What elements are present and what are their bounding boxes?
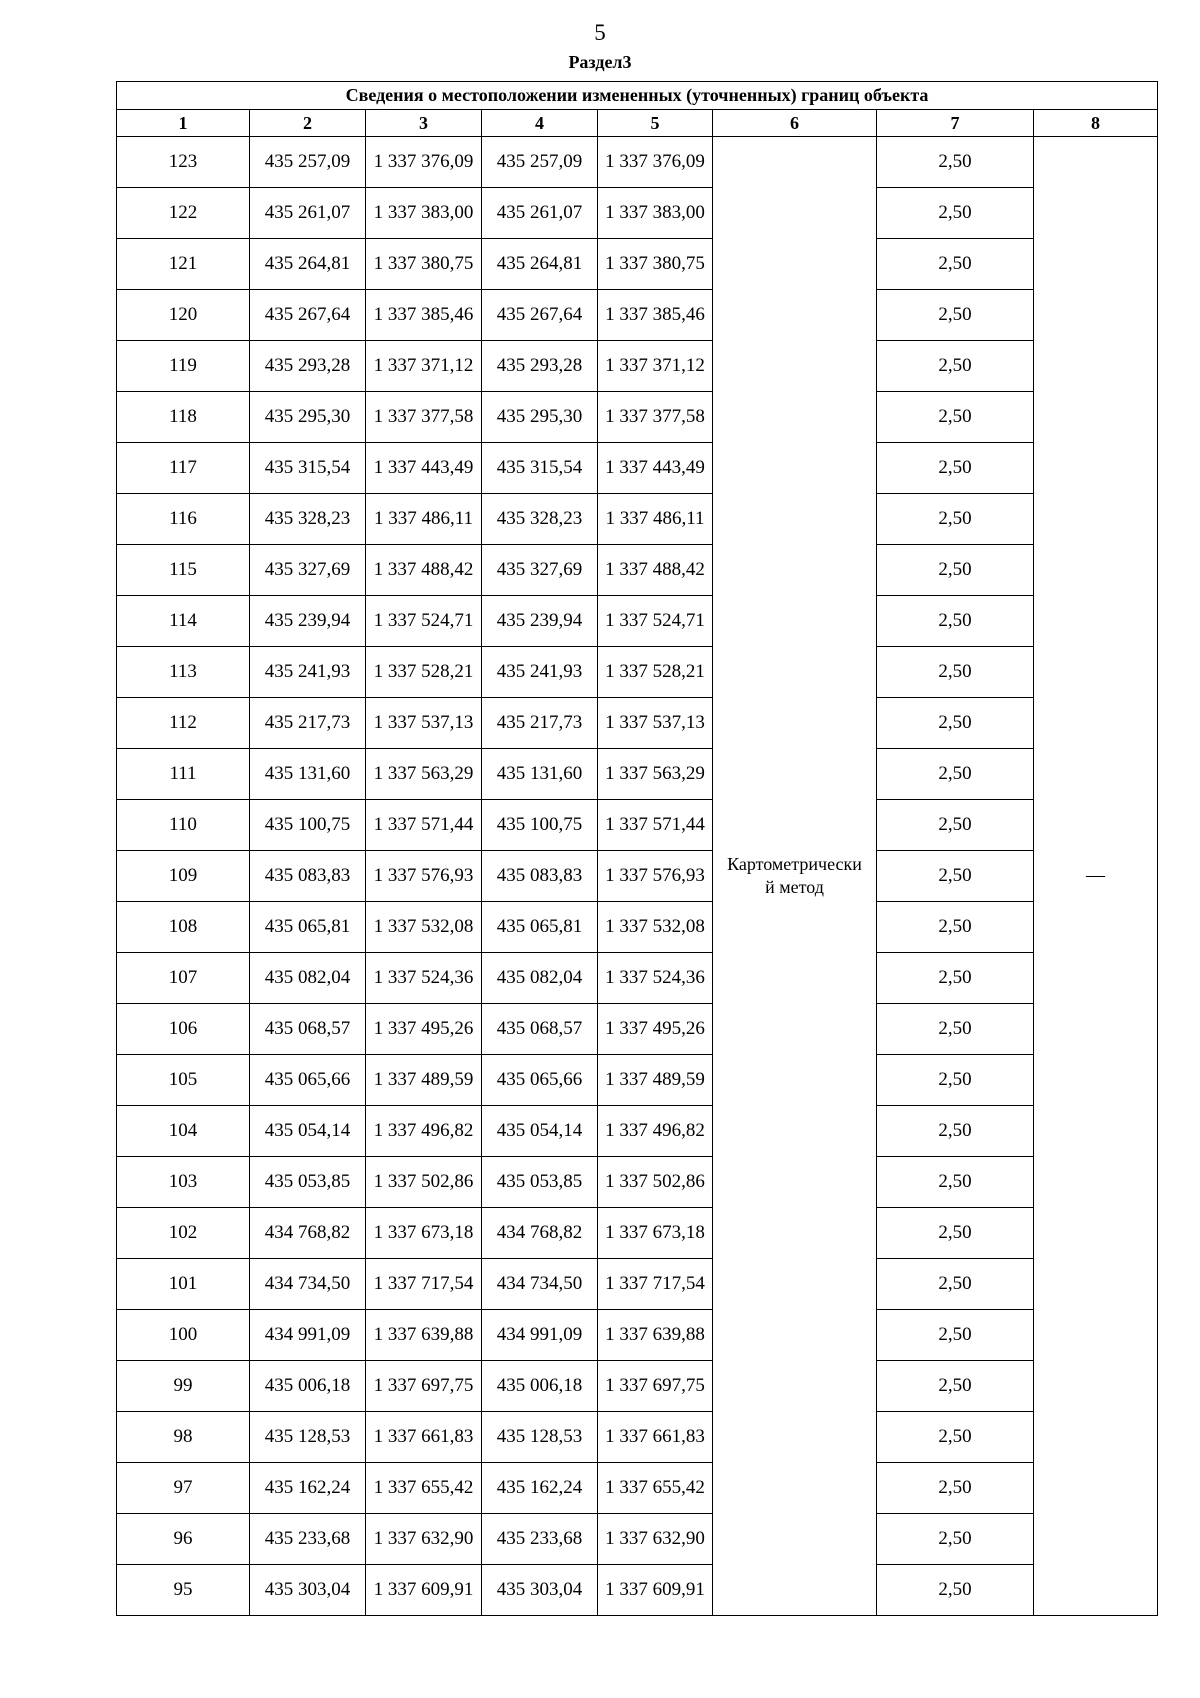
x-new-cell: 435 303,04 [482, 1565, 598, 1616]
x-coord-cell: 435 241,93 [250, 647, 366, 698]
table-row [117, 596, 1158, 647]
accuracy-cell: 2,50 [877, 647, 1034, 698]
y-coord-cell: 1 337 376,09 [366, 137, 482, 188]
x-coord-cell: 435 068,57 [250, 1004, 366, 1055]
accuracy-cell: 2,50 [877, 188, 1034, 239]
table-row [117, 851, 1158, 902]
y-new-cell: 1 337 377,58 [598, 392, 713, 443]
y-new-cell: 1 337 697,75 [598, 1361, 713, 1412]
x-coord-cell: 435 264,81 [250, 239, 366, 290]
accuracy-cell: 2,50 [877, 1055, 1034, 1106]
y-new-cell: 1 337 385,46 [598, 290, 713, 341]
accuracy-cell: 2,50 [877, 953, 1034, 1004]
y-coord-cell: 1 337 661,83 [366, 1412, 482, 1463]
y-coord-cell: 1 337 377,58 [366, 392, 482, 443]
accuracy-cell: 2,50 [877, 1259, 1034, 1310]
accuracy-cell: 2,50 [877, 1514, 1034, 1565]
accuracy-cell: 2,50 [877, 1361, 1034, 1412]
x-coord-cell: 435 082,04 [250, 953, 366, 1004]
accuracy-cell: 2,50 [877, 341, 1034, 392]
x-coord-cell: 435 327,69 [250, 545, 366, 596]
page-number: 5 [594, 20, 606, 45]
y-new-cell: 1 337 524,71 [598, 596, 713, 647]
x-new-cell: 435 065,81 [482, 902, 598, 953]
y-new-cell: 1 337 528,21 [598, 647, 713, 698]
x-coord-cell: 435 065,66 [250, 1055, 366, 1106]
x-coord-cell: 435 267,64 [250, 290, 366, 341]
x-coord-cell: 435 128,53 [250, 1412, 366, 1463]
accuracy-cell: 2,50 [877, 1463, 1034, 1514]
table-row [117, 392, 1158, 443]
table-row [117, 1565, 1158, 1616]
y-coord-cell: 1 337 697,75 [366, 1361, 482, 1412]
x-new-cell: 435 054,14 [482, 1106, 598, 1157]
x-new-cell: 435 082,04 [482, 953, 598, 1004]
y-coord-cell: 1 337 383,00 [366, 188, 482, 239]
y-coord-cell: 1 337 528,21 [366, 647, 482, 698]
y-coord-cell: 1 337 609,91 [366, 1565, 482, 1616]
accuracy-cell: 2,50 [877, 290, 1034, 341]
y-coord-cell: 1 337 673,18 [366, 1208, 482, 1259]
y-new-cell: 1 337 571,44 [598, 800, 713, 851]
accuracy-cell: 2,50 [877, 851, 1034, 902]
y-coord-cell: 1 337 380,75 [366, 239, 482, 290]
table-row [117, 647, 1158, 698]
x-new-cell: 435 295,30 [482, 392, 598, 443]
accuracy-cell: 2,50 [877, 239, 1034, 290]
x-new-cell: 435 217,73 [482, 698, 598, 749]
point-number-cell: 111 [117, 749, 250, 800]
accuracy-cell: 2,50 [877, 749, 1034, 800]
x-new-cell: 435 293,28 [482, 341, 598, 392]
point-number-cell: 108 [117, 902, 250, 953]
table-row [117, 953, 1158, 1004]
y-new-cell: 1 337 495,26 [598, 1004, 713, 1055]
x-coord-cell: 434 768,82 [250, 1208, 366, 1259]
x-coord-cell: 435 257,09 [250, 137, 366, 188]
column-header-row [117, 110, 1158, 137]
x-new-cell: 435 100,75 [482, 800, 598, 851]
x-new-cell: 435 264,81 [482, 239, 598, 290]
y-new-cell: 1 337 488,42 [598, 545, 713, 596]
point-number-cell: 116 [117, 494, 250, 545]
y-new-cell: 1 337 502,86 [598, 1157, 713, 1208]
x-coord-cell: 435 293,28 [250, 341, 366, 392]
x-new-cell: 435 131,60 [482, 749, 598, 800]
x-coord-cell: 435 233,68 [250, 1514, 366, 1565]
y-coord-cell: 1 337 655,42 [366, 1463, 482, 1514]
accuracy-cell: 2,50 [877, 902, 1034, 953]
table-row [117, 137, 1158, 188]
x-new-cell: 435 162,24 [482, 1463, 598, 1514]
y-coord-cell: 1 337 639,88 [366, 1310, 482, 1361]
table-row [117, 1310, 1158, 1361]
table-row [117, 1208, 1158, 1259]
x-coord-cell: 435 100,75 [250, 800, 366, 851]
y-new-cell: 1 337 537,13 [598, 698, 713, 749]
table-row [117, 494, 1158, 545]
point-number-cell: 123 [117, 137, 250, 188]
point-number-cell: 102 [117, 1208, 250, 1259]
table-row [117, 239, 1158, 290]
point-number-cell: 96 [117, 1514, 250, 1565]
accuracy-cell: 2,50 [877, 443, 1034, 494]
table-row [117, 1412, 1158, 1463]
x-new-cell: 435 068,57 [482, 1004, 598, 1055]
table-row [117, 1361, 1158, 1412]
accuracy-cell: 2,50 [877, 1106, 1034, 1157]
point-number-cell: 97 [117, 1463, 250, 1514]
x-new-cell: 435 327,69 [482, 545, 598, 596]
y-new-cell: 1 337 376,09 [598, 137, 713, 188]
y-new-cell: 1 337 524,36 [598, 953, 713, 1004]
column-header: 5 [598, 110, 713, 137]
y-coord-cell: 1 337 371,12 [366, 341, 482, 392]
y-new-cell: 1 337 489,59 [598, 1055, 713, 1106]
y-new-cell: 1 337 717,54 [598, 1259, 713, 1310]
table-body [117, 137, 1158, 1616]
x-new-cell: 435 315,54 [482, 443, 598, 494]
y-coord-cell: 1 337 385,46 [366, 290, 482, 341]
accuracy-cell: 2,50 [877, 494, 1034, 545]
y-coord-cell: 1 337 632,90 [366, 1514, 482, 1565]
x-coord-cell: 435 006,18 [250, 1361, 366, 1412]
x-new-cell: 435 239,94 [482, 596, 598, 647]
y-coord-cell: 1 337 537,13 [366, 698, 482, 749]
coordinates-table [116, 81, 1158, 1616]
table-caption: Сведения о местоположении измененных (уточненных) границ объекта [117, 82, 1158, 110]
y-new-cell: 1 337 632,90 [598, 1514, 713, 1565]
x-coord-cell: 435 315,54 [250, 443, 366, 494]
table-row [117, 290, 1158, 341]
table-row [117, 1055, 1158, 1106]
x-coord-cell: 435 083,83 [250, 851, 366, 902]
point-number-cell: 117 [117, 443, 250, 494]
x-new-cell: 435 233,68 [482, 1514, 598, 1565]
accuracy-cell: 2,50 [877, 1412, 1034, 1463]
point-number-cell: 112 [117, 698, 250, 749]
y-coord-cell: 1 337 524,71 [366, 596, 482, 647]
point-number-cell: 122 [117, 188, 250, 239]
point-number-cell: 109 [117, 851, 250, 902]
y-coord-cell: 1 337 496,82 [366, 1106, 482, 1157]
accuracy-cell: 2,50 [877, 800, 1034, 851]
point-number-cell: 104 [117, 1106, 250, 1157]
point-number-cell: 114 [117, 596, 250, 647]
x-new-cell: 435 257,09 [482, 137, 598, 188]
x-new-cell: 435 328,23 [482, 494, 598, 545]
accuracy-cell: 2,50 [877, 392, 1034, 443]
point-number-cell: 113 [117, 647, 250, 698]
x-coord-cell: 435 131,60 [250, 749, 366, 800]
accuracy-cell: 2,50 [877, 1310, 1034, 1361]
table-row [117, 698, 1158, 749]
y-new-cell: 1 337 576,93 [598, 851, 713, 902]
y-coord-cell: 1 337 571,44 [366, 800, 482, 851]
x-coord-cell: 435 295,30 [250, 392, 366, 443]
table-row [117, 1259, 1158, 1310]
accuracy-cell: 2,50 [877, 137, 1034, 188]
y-coord-cell: 1 337 563,29 [366, 749, 482, 800]
x-coord-cell: 435 217,73 [250, 698, 366, 749]
point-number-cell: 95 [117, 1565, 250, 1616]
column-header: 2 [250, 110, 366, 137]
y-new-cell: 1 337 443,49 [598, 443, 713, 494]
y-new-cell: 1 337 673,18 [598, 1208, 713, 1259]
column-header: 7 [877, 110, 1034, 137]
x-coord-cell: 435 065,81 [250, 902, 366, 953]
column-header: 8 [1034, 110, 1158, 137]
x-new-cell: 435 053,85 [482, 1157, 598, 1208]
point-number-cell: 115 [117, 545, 250, 596]
point-number-cell: 100 [117, 1310, 250, 1361]
accuracy-cell: 2,50 [877, 698, 1034, 749]
table-row [117, 800, 1158, 851]
y-new-cell: 1 337 563,29 [598, 749, 713, 800]
accuracy-cell: 2,50 [877, 545, 1034, 596]
method-text-line1: Картометрически [727, 854, 862, 874]
y-coord-cell: 1 337 489,59 [366, 1055, 482, 1106]
y-coord-cell: 1 337 524,36 [366, 953, 482, 1004]
point-number-cell: 107 [117, 953, 250, 1004]
method-text-line2: й метод [765, 877, 824, 897]
table-row [117, 1004, 1158, 1055]
column-header: 4 [482, 110, 598, 137]
x-new-cell: 434 734,50 [482, 1259, 598, 1310]
table-row [117, 545, 1158, 596]
y-new-cell: 1 337 486,11 [598, 494, 713, 545]
point-number-cell: 110 [117, 800, 250, 851]
table-row [117, 902, 1158, 953]
x-coord-cell: 435 328,23 [250, 494, 366, 545]
column-header: 1 [117, 110, 250, 137]
x-new-cell: 435 083,83 [482, 851, 598, 902]
point-number-cell: 98 [117, 1412, 250, 1463]
point-number-cell: 101 [117, 1259, 250, 1310]
y-coord-cell: 1 337 486,11 [366, 494, 482, 545]
x-new-cell: 434 991,09 [482, 1310, 598, 1361]
y-new-cell: 1 337 609,91 [598, 1565, 713, 1616]
point-number-cell: 105 [117, 1055, 250, 1106]
column-header: 3 [366, 110, 482, 137]
point-number-cell: 121 [117, 239, 250, 290]
y-new-cell: 1 337 496,82 [598, 1106, 713, 1157]
table-row [117, 1106, 1158, 1157]
x-new-cell: 434 768,82 [482, 1208, 598, 1259]
x-coord-cell: 434 991,09 [250, 1310, 366, 1361]
x-coord-cell: 435 239,94 [250, 596, 366, 647]
y-coord-cell: 1 337 495,26 [366, 1004, 482, 1055]
table-row [117, 443, 1158, 494]
accuracy-cell: 2,50 [877, 596, 1034, 647]
table-row [117, 1157, 1158, 1208]
point-number-cell: 106 [117, 1004, 250, 1055]
x-coord-cell: 435 162,24 [250, 1463, 366, 1514]
column-header: 6 [713, 110, 877, 137]
y-new-cell: 1 337 380,75 [598, 239, 713, 290]
x-coord-cell: 434 734,50 [250, 1259, 366, 1310]
method-cell [713, 137, 877, 1616]
y-coord-cell: 1 337 717,54 [366, 1259, 482, 1310]
table-row [117, 341, 1158, 392]
y-coord-cell: 1 337 488,42 [366, 545, 482, 596]
point-number-cell: 120 [117, 290, 250, 341]
y-new-cell: 1 337 371,12 [598, 341, 713, 392]
accuracy-cell: 2,50 [877, 1565, 1034, 1616]
section-title: Раздел3 [568, 52, 632, 72]
column8-cell: — [1034, 137, 1158, 1616]
accuracy-cell: 2,50 [877, 1004, 1034, 1055]
accuracy-cell: 2,50 [877, 1157, 1034, 1208]
x-new-cell: 435 128,53 [482, 1412, 598, 1463]
y-new-cell: 1 337 383,00 [598, 188, 713, 239]
y-new-cell: 1 337 639,88 [598, 1310, 713, 1361]
point-number-cell: 99 [117, 1361, 250, 1412]
table-row [117, 188, 1158, 239]
table-row [117, 749, 1158, 800]
accuracy-cell: 2,50 [877, 1208, 1034, 1259]
x-new-cell: 435 241,93 [482, 647, 598, 698]
x-coord-cell: 435 303,04 [250, 1565, 366, 1616]
x-coord-cell: 435 261,07 [250, 188, 366, 239]
point-number-cell: 119 [117, 341, 250, 392]
y-new-cell: 1 337 532,08 [598, 902, 713, 953]
x-coord-cell: 435 054,14 [250, 1106, 366, 1157]
y-new-cell: 1 337 661,83 [598, 1412, 713, 1463]
y-coord-cell: 1 337 443,49 [366, 443, 482, 494]
y-new-cell: 1 337 655,42 [598, 1463, 713, 1514]
point-number-cell: 118 [117, 392, 250, 443]
x-new-cell: 435 065,66 [482, 1055, 598, 1106]
x-new-cell: 435 006,18 [482, 1361, 598, 1412]
x-new-cell: 435 261,07 [482, 188, 598, 239]
y-coord-cell: 1 337 502,86 [366, 1157, 482, 1208]
x-new-cell: 435 267,64 [482, 290, 598, 341]
point-number-cell: 103 [117, 1157, 250, 1208]
y-coord-cell: 1 337 576,93 [366, 851, 482, 902]
table-row [117, 1463, 1158, 1514]
y-coord-cell: 1 337 532,08 [366, 902, 482, 953]
table-row [117, 1514, 1158, 1565]
x-coord-cell: 435 053,85 [250, 1157, 366, 1208]
